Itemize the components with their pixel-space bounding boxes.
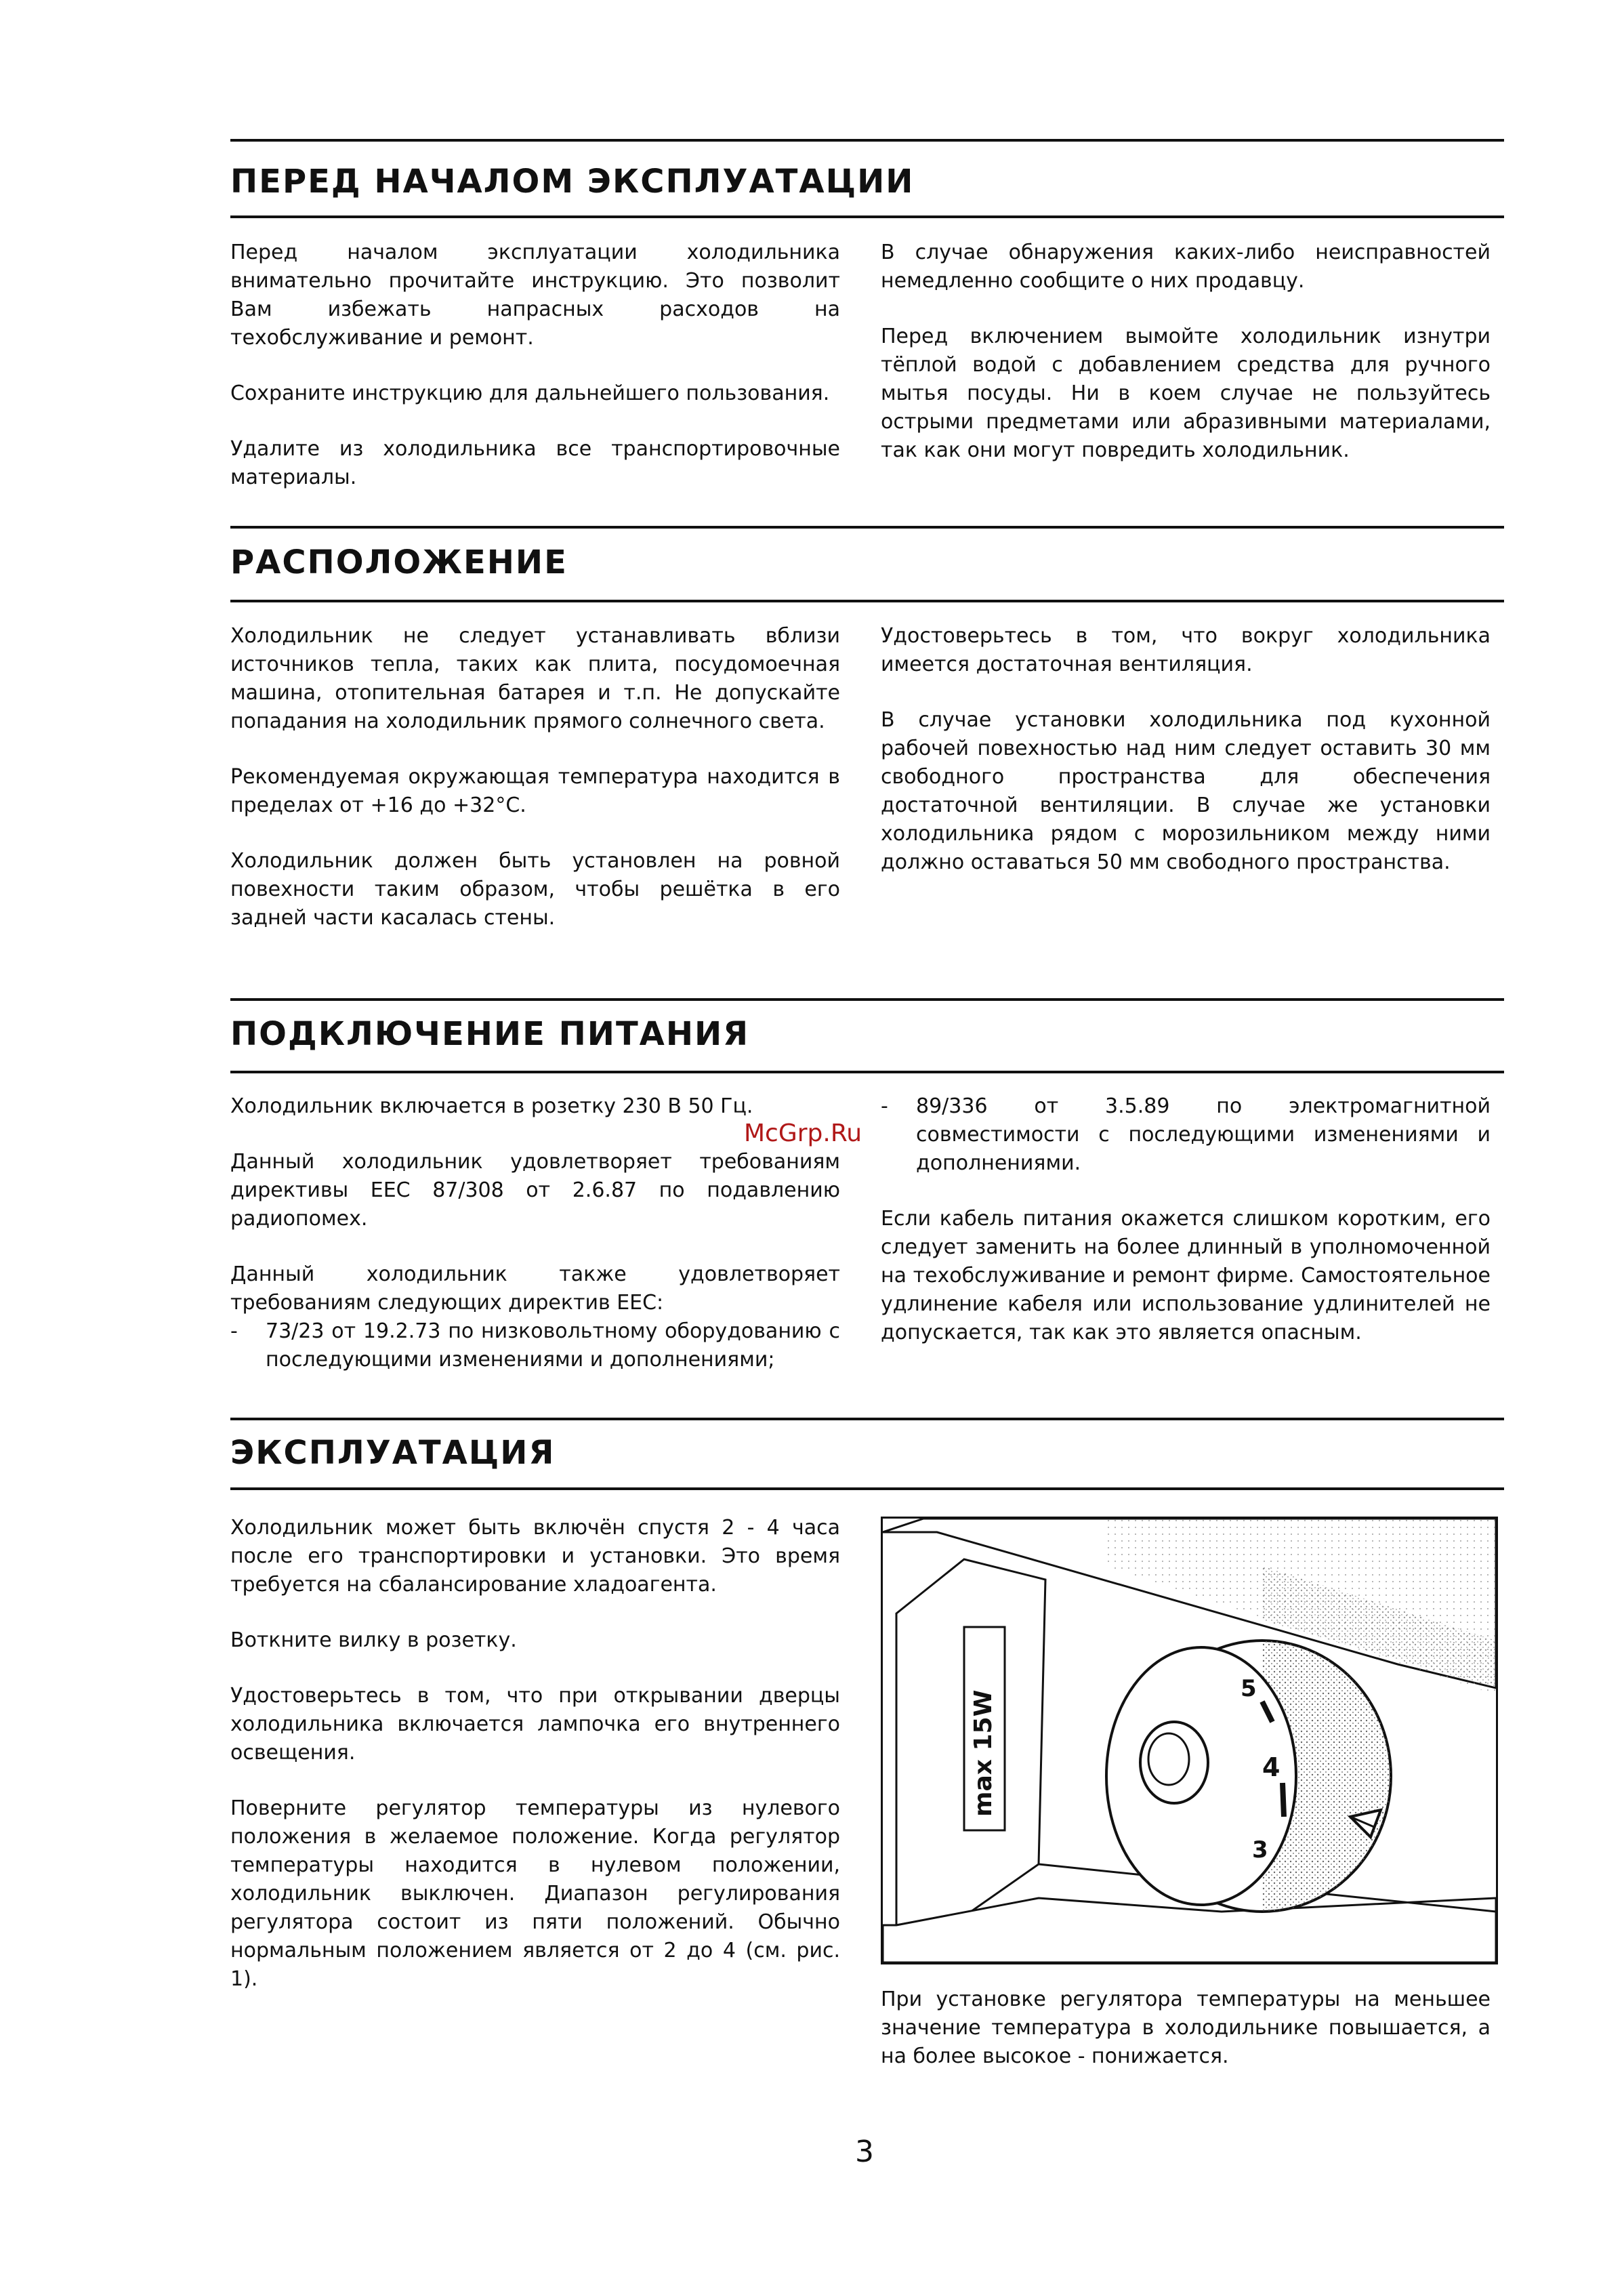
list-item: - 73/23 от 19.2.73 по низковольтному оборудованию с последующими изменениями и дополнениями; <box>230 1317 840 1374</box>
before-use-left-column <box>230 239 840 519</box>
paragraph: Удостоверьтесь в том, что при открывании дверцы холодильника включается лампочка его внутреннего освещения. <box>230 1684 840 1765</box>
paragraph: В случае обнаружения каких-либо неисправностей немедленно сообщите о них продавцу. <box>881 241 1491 293</box>
section-title-before-use: ПЕРЕД НАЧАЛОМ ЭКСПЛУАТАЦИИ <box>230 163 915 201</box>
paragraph: Холодильник не следует устанавливать вблизи источников тепла, таких как плита, посудомоечная машина, отопительная батарея и т.п. Не допускайте попадания на холодильник прямого солнечного света. <box>230 624 840 733</box>
directive-list <box>230 1317 840 1374</box>
paragraph: Данный холодильник также удовлетворяет требованиям следующих директив EEC: <box>230 1262 840 1315</box>
location-left-column <box>230 622 840 960</box>
section-rule <box>230 1487 1504 1490</box>
section-rule <box>230 215 1504 218</box>
dial-mark-4: 4 <box>1262 1752 1281 1782</box>
paragraph: Сохраните инструкцию для дальнейшего пользования. <box>230 382 830 405</box>
power-right-column <box>881 1092 1491 1374</box>
lamp-label: max 15W <box>970 1689 997 1817</box>
paragraph: В случае установки холодильника под кухонной рабочей повехностью над ним следует оставить 30 мм свободного пространства для обеспечения достаточной вентиляции. В случае же установки холодильника рядом с морозильником между ними должно оставаться 50 мм свободного пространства. <box>881 708 1491 874</box>
paragraph: Холодильник может быть включён спустя 2 - 4 часа после его транспортировки и установки. Это время требуется на сбалансирование хладоагента. <box>230 1516 840 1597</box>
section-rule <box>230 1418 1504 1420</box>
paragraph: Удостоверьтесь в том, что вокруг холодильника имеется достаточная вентиляция. <box>881 624 1491 676</box>
section-title-location: РАСПОЛОЖЕНИЕ <box>230 543 568 581</box>
list-item: - 89/336 от 3.5.89 по электромагнитной совместимости с последующими изменениями и дополнениями. <box>881 1092 1491 1178</box>
dial-mark-3: 3 <box>1252 1836 1268 1864</box>
directive-list <box>881 1092 1491 1178</box>
paragraph: Данный холодильник удовлетворяет требованиям директивы EEC 87/308 от 2.6.87 по подавлению радиопомех. <box>230 1150 840 1231</box>
before-use-right-column <box>881 239 1491 492</box>
paragraph: Если кабель питания окажется слишком коротким, его следует заменить на более длинный в уполномоченной на техобслуживание и ремонт фирме. Самостоятельное удлинение кабеля или использование удлинителей не допускается, так как это является опасным. <box>881 1207 1491 1344</box>
paragraph: Перед началом эксплуатации холодильника внимательно прочитайте инструкцию. Это позволит Вам избежать напрасных расходов на техобслуживание и ремонт. <box>230 241 840 350</box>
thermostat-illustration <box>883 1519 1496 1962</box>
paragraph: Удалите из холодильника все транспортировочные материалы. <box>230 437 840 489</box>
paragraph: Поверните регулятор температуры из нулевого положения в желаемое положение. Когда регулятор температуры находится в нулевом положении, холодильник выключен. Диапазон регулирования регулятора состоит из пяти положений. Обычно нормальным положением является от 2 до 4 (см. рис. 1). <box>230 1796 840 1991</box>
section-title-operation: ЭКСПЛУАТАЦИЯ <box>230 1434 556 1472</box>
section-title-power: ПОДКЛЮЧЕНИЕ ПИТАНИЯ <box>230 1015 750 1053</box>
figure-caption: При установке регулятора температуры на меньшее значение температура в холодильнике повышается, а на более высокое - понижается. <box>881 1988 1491 2068</box>
operation-left-column <box>230 1514 840 2021</box>
page-number: 3 <box>855 2135 874 2169</box>
paragraph: Холодильник должен быть установлен на ровной повехности таким образом, чтобы решётка в его задней части касалась стены. <box>230 849 840 930</box>
location-right-column <box>881 622 1491 904</box>
section-rule <box>230 526 1504 529</box>
paragraph: Перед включением вымойте холодильник изнутри тёплой водой с добавлением средства для ручного мытья посуды. Ни в коем случае не пользуйтесь острыми предметами или абразивными материалами, так как они могут повредить холодильник. <box>881 325 1491 462</box>
thermostat-figure <box>881 1517 1498 1964</box>
dial-mark-5: 5 <box>1241 1675 1257 1702</box>
paragraph: Холодильник включается в розетку 230 В 50 Гц. <box>230 1094 753 1118</box>
section-rule <box>230 600 1504 602</box>
section-rule <box>230 1071 1504 1073</box>
watermark: McGrp.Ru <box>744 1119 862 1147</box>
paragraph: Воткните вилку в розетку. <box>230 1628 517 1652</box>
section-rule <box>230 139 1504 142</box>
section-rule <box>230 998 1504 1001</box>
paragraph: Рекомендуемая окружающая температура находится в пределах от +16 до +32°C. <box>230 765 840 817</box>
